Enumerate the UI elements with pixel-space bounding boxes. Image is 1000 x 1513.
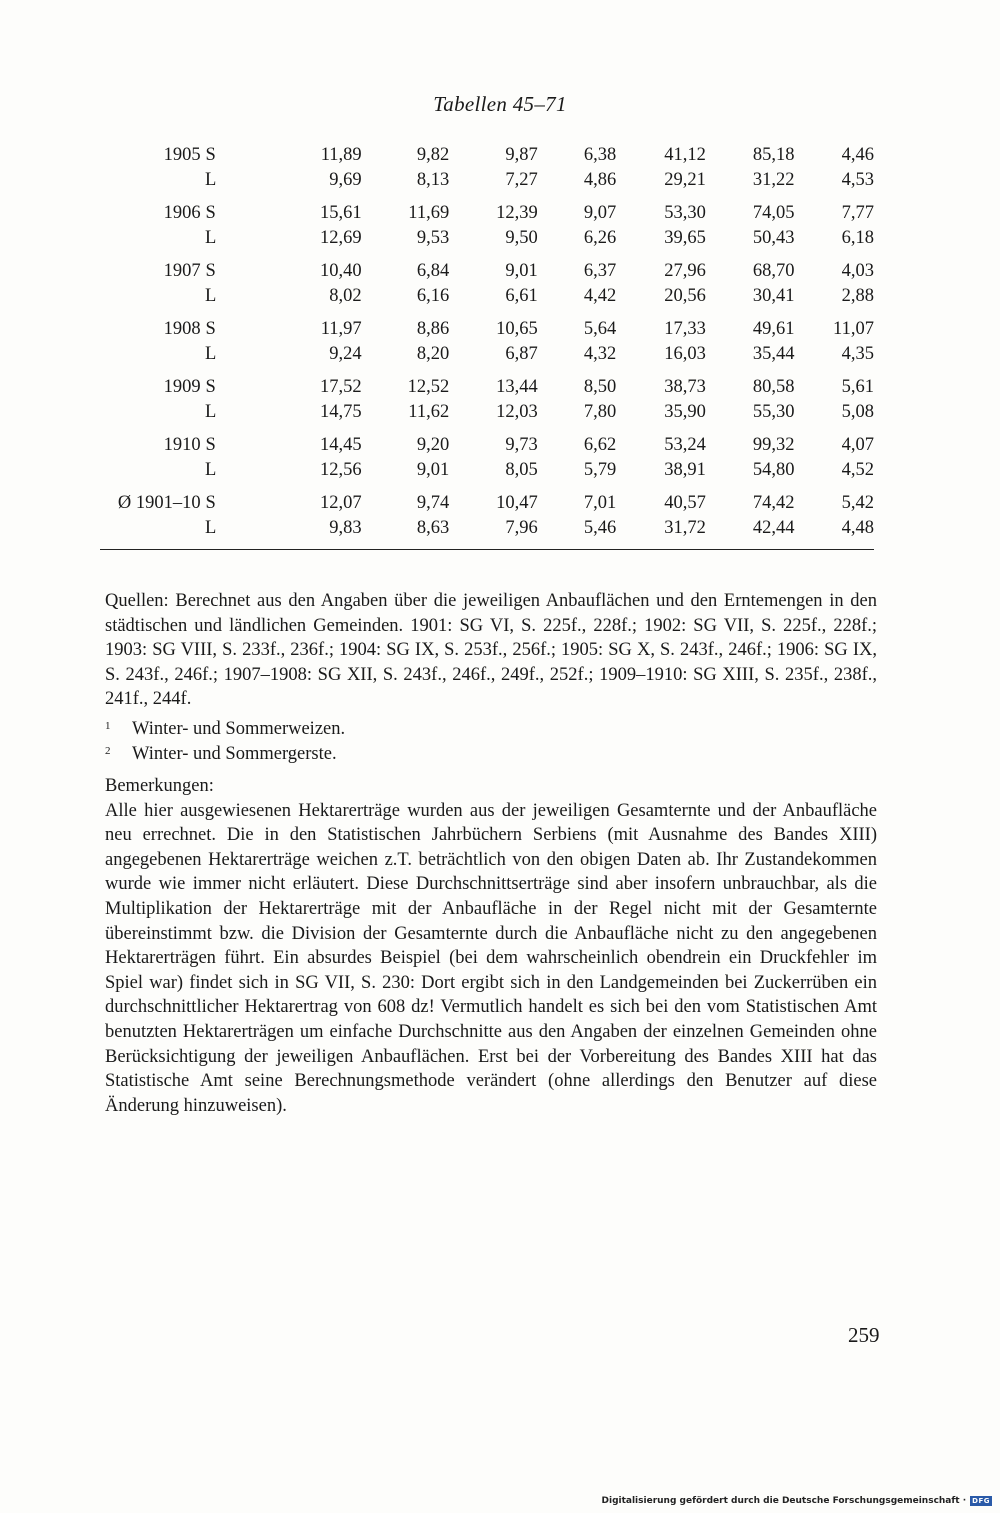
table-cell: 8,20 <box>416 343 450 364</box>
table-cell: 55,30 <box>752 401 795 422</box>
table-cell: 6,18 <box>841 227 874 248</box>
table-cell: 4,86 <box>583 169 617 190</box>
table-cell: 9,50 <box>505 227 538 248</box>
table-cell: 9,73 <box>505 435 538 455</box>
table-cell: 11,97 <box>320 319 362 339</box>
table-cell: 6,61 <box>505 285 538 306</box>
footnote-mark: 2 <box>105 744 111 757</box>
table-cell: 35,44 <box>752 343 795 364</box>
table-cell: 4,07 <box>841 435 874 455</box>
table-cell: 4,48 <box>841 517 874 538</box>
row-kind: S <box>205 145 216 165</box>
row-year: 1905 <box>163 145 201 165</box>
table-row <box>100 433 874 458</box>
table-row <box>100 458 874 483</box>
row-gap <box>100 424 874 433</box>
table-cell: 9,69 <box>329 169 362 190</box>
table-cell: 74,05 <box>752 203 795 223</box>
table-cell: 7,77 <box>841 203 874 223</box>
table-bottom-rule <box>100 549 874 550</box>
table-cell: 8,63 <box>416 517 450 538</box>
table-cell: 4,46 <box>841 145 874 165</box>
table-cell: 20,56 <box>664 285 706 306</box>
table-cell: 9,74 <box>416 493 450 513</box>
table-cell: 10,47 <box>496 493 538 513</box>
row-kind: L <box>205 227 217 248</box>
table-cell: 9,20 <box>416 435 450 455</box>
table-body <box>100 143 874 540</box>
digitization-note: Digitalisierung gefördert durch die Deutsche Forschungsgemeinschaft · <box>601 1496 967 1506</box>
table-row <box>100 375 874 400</box>
table-cell: 5,64 <box>583 319 617 339</box>
footnote-2 <box>105 742 877 767</box>
row-year: 1906 <box>163 203 201 223</box>
dfg-logo-icon: DFG <box>972 1497 990 1505</box>
table-cell: 12,56 <box>320 459 362 480</box>
table-cell: 5,61 <box>841 377 874 397</box>
table-cell: 6,16 <box>416 285 450 306</box>
table-cell: 9,82 <box>416 145 450 165</box>
row-kind: S <box>205 203 216 223</box>
table-cell: 6,26 <box>583 227 617 248</box>
table-cell: 29,21 <box>664 169 706 190</box>
table-cell: 74,42 <box>752 493 795 513</box>
table-cell: 8,05 <box>505 459 538 480</box>
table-cell: 13,44 <box>496 377 538 397</box>
footnote-mark: 1 <box>105 720 111 732</box>
table-cell: 16,03 <box>664 343 706 364</box>
row-year: 1907 <box>163 261 201 281</box>
table-row <box>100 143 874 168</box>
table-cell: 42,44 <box>752 517 795 538</box>
table-cell: 35,90 <box>664 401 706 422</box>
row-year <box>100 168 201 193</box>
row-gap <box>100 366 874 375</box>
table-cell: 50,43 <box>752 227 795 248</box>
table-cell: 6,84 <box>416 261 450 281</box>
table-cell: 9,53 <box>416 227 450 248</box>
table-cell: 6,37 <box>583 261 617 281</box>
table-cell: 8,02 <box>329 285 362 306</box>
yield-table <box>100 143 874 540</box>
row-kind: L <box>205 459 217 480</box>
table-row <box>100 259 874 284</box>
table-row <box>100 201 874 226</box>
table-cell: 10,65 <box>496 319 538 339</box>
table-row <box>100 342 874 367</box>
table-cell: 49,61 <box>752 319 795 339</box>
table-cell: 99,32 <box>752 435 795 455</box>
row-gap <box>100 308 874 317</box>
table-cell: 9,01 <box>416 459 450 480</box>
table-row <box>100 491 874 516</box>
table-cell: 5,46 <box>583 517 617 538</box>
table-cell: 39,65 <box>664 227 706 248</box>
table-cell: 30,41 <box>752 285 795 306</box>
table-cell: 80,58 <box>752 377 795 397</box>
table-cell: 68,70 <box>752 261 795 281</box>
table-cell: 11,89 <box>320 145 362 165</box>
table-cell: 12,07 <box>320 493 362 513</box>
footnote-text: Winter- und Sommerweizen. <box>132 719 346 739</box>
row-kind: L <box>205 285 217 306</box>
table-cell: 12,03 <box>496 401 538 422</box>
row-year <box>100 342 201 367</box>
table-cell: 5,08 <box>841 401 874 422</box>
table-cell: 40,57 <box>664 493 706 513</box>
table-cell: 11,62 <box>408 401 450 422</box>
table-row <box>100 516 874 541</box>
table-cell: 12,39 <box>496 203 538 223</box>
row-gap <box>100 250 874 259</box>
table-cell: 9,87 <box>505 145 538 165</box>
table-cell: 54,80 <box>752 459 795 480</box>
remarks-heading: Bemerkungen: <box>105 776 214 796</box>
table-cell: 9,24 <box>329 343 362 364</box>
row-year <box>100 400 201 425</box>
table-cell: 7,80 <box>583 401 617 422</box>
table-cell: 85,18 <box>752 145 795 165</box>
remarks-section <box>105 774 877 1118</box>
table-cell: 31,22 <box>752 169 795 190</box>
table-cell: 8,50 <box>583 377 617 397</box>
row-year <box>100 284 201 309</box>
row-kind: L <box>205 343 217 364</box>
table-row <box>100 226 874 251</box>
table-cell: 7,27 <box>505 169 538 190</box>
table-cell: 9,01 <box>505 261 538 281</box>
table-cell: 17,52 <box>320 377 362 397</box>
row-kind: S <box>205 261 216 281</box>
table-cell: 5,42 <box>841 493 874 513</box>
table-cell: 53,30 <box>664 203 706 223</box>
row-year <box>100 226 201 251</box>
table-cell: 41,12 <box>664 145 706 165</box>
row-kind: S <box>205 493 216 513</box>
row-year: 1910 <box>163 435 201 455</box>
table-cell: 6,62 <box>583 435 617 455</box>
row-gap <box>100 482 874 491</box>
table-cell: 7,01 <box>583 493 617 513</box>
table-cell: 11,07 <box>833 319 874 339</box>
table-row <box>100 168 874 193</box>
table-cell: 11,69 <box>408 203 450 223</box>
table-row <box>100 317 874 342</box>
table-row <box>100 284 874 309</box>
table-cell: 15,61 <box>320 203 362 223</box>
row-year: 1908 <box>163 319 201 339</box>
table-cell: 12,69 <box>320 227 362 248</box>
table-cell: 4,32 <box>583 343 617 364</box>
table-cell: 7,96 <box>505 517 538 538</box>
sources-paragraph: Quellen: Berechnet aus den Angaben über die jeweiligen Anbauflächen und den Erntemengen in den städtischen und ländlichen Gemeinden. 1901: SG VI, S. 225f., 228f.; 1902: SG VII, S. 225f., 228f.; 1903: SG VIII, S. 233f., 236f.; 1904: SG IX, S. 253f., 256f.; 1905: SG X, S. 243f., 246f.; 1906: SG IX, S. 243f., 246f.; 1907–1908: SG XII, S. 243f., 246f., 249f., 252f.; 1909–1910: SG XIII, S. 235f., 238f., 241f., 244f. <box>105 591 877 710</box>
row-gap <box>100 192 874 201</box>
row-year: Ø 1901–10 <box>117 493 201 513</box>
row-kind: S <box>205 377 216 397</box>
table-cell: 17,33 <box>664 319 706 339</box>
row-kind: L <box>205 517 217 538</box>
table-cell: 31,72 <box>664 517 706 538</box>
page-number: 259 <box>848 1323 880 1347</box>
table-cell: 27,96 <box>664 261 706 281</box>
row-kind: S <box>205 435 216 455</box>
running-head: Tabellen 45–71 <box>433 92 567 116</box>
table-cell: 10,40 <box>320 261 362 281</box>
table-row <box>100 400 874 425</box>
table-cell: 4,53 <box>841 169 874 190</box>
table-cell: 9,07 <box>583 203 617 223</box>
digitization-footer <box>602 1496 992 1506</box>
table-cell: 4,42 <box>583 285 617 306</box>
table-cell: 4,03 <box>841 261 874 281</box>
row-year <box>100 458 201 483</box>
table-cell: 12,52 <box>407 377 450 397</box>
footnote-text: Winter- und Sommergerste. <box>132 743 337 764</box>
row-kind: L <box>205 169 217 190</box>
table-cell: 4,35 <box>841 343 874 364</box>
row-kind: L <box>205 401 217 422</box>
row-kind: S <box>205 319 216 339</box>
table-cell: 14,45 <box>320 435 362 455</box>
row-year <box>100 516 201 541</box>
footnotes <box>105 717 877 766</box>
table-cell: 38,73 <box>664 377 706 397</box>
table-cell: 5,79 <box>583 459 617 480</box>
table-cell: 6,38 <box>583 145 617 165</box>
table-cell: 6,87 <box>505 343 538 364</box>
table-cell: 8,86 <box>416 319 450 339</box>
table-cell: 2,88 <box>841 285 874 306</box>
table-cell: 9,83 <box>329 517 362 538</box>
remarks-body: Alle hier ausgewiesenen Hektarerträge wurden aus der jeweiligen Gesamternte und der Anbaufläche neu errechnet. Die in den Statistischen Jahrbüchern Serbiens (mit Ausnahme des Bandes XIII) angegebenen Hektarerträge weichen z.T. beträchtlich von den obigen Daten ab. Ihr Zustandekommen wurde wie immer nicht erläutert. Diese Durchschnittserträge sind aber insofern unbrauchbar, als die Multiplikation der Hektarerträge mit der Anbaufläche in der Regel nicht mit der Gesamternte übereinstimmt bzw. die Division der Gesamternte durch die Anbaufläche nicht zu den angegebenen Hektarerträgen führt. Ein absurdes Beispiel (bei dem wahrscheinlich obendrein ein Druckfehler im Spiel war) findet sich in SG VII, S. 230: Dort ergibt sich in den Landgemeinden bei Zuckerrüben ein durchschnittlicher Hektarertrag von 608 dz! Vermutlich handelt es sich bei den vom Statistischen Amt benutzten Hektarerträgen um einfache Durchschnitte aus den Angaben der einzelnen Gemeinden ohne Berücksichtigung der jeweiligen Anbauflächen. Erst bei der Vorbereitung des Bandes XIII hat das Statistische Amt seine Berechnungsmethode verändert (ohne allerdings den Benutzer auf diese Änderung hinzuweisen). <box>105 800 877 1116</box>
footnote-1 <box>105 717 877 742</box>
table-cell: 4,52 <box>841 459 874 480</box>
table-cell: 53,24 <box>664 435 706 455</box>
table-cell: 8,13 <box>416 169 450 190</box>
table-cell: 14,75 <box>320 401 362 422</box>
table-cell: 38,91 <box>664 459 706 480</box>
row-year: 1909 <box>163 377 201 397</box>
